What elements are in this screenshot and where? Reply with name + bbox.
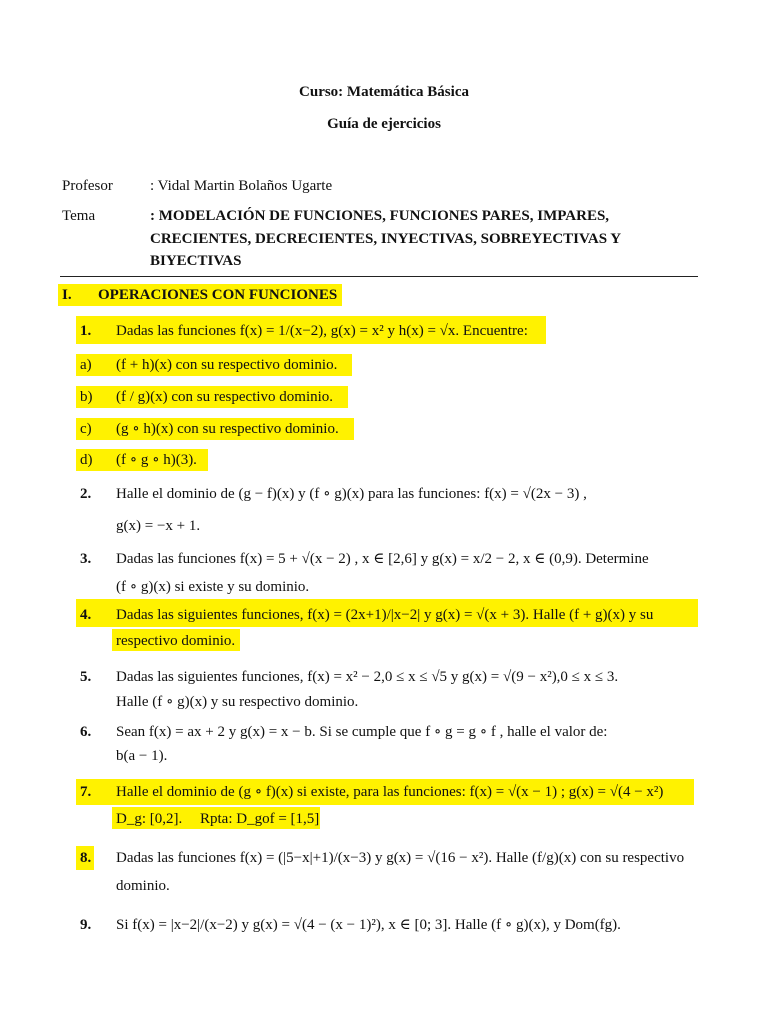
exercise-number: 8. xyxy=(80,850,92,866)
subitem-label: c) xyxy=(80,421,92,437)
exercise-text: Dadas las funciones f(x) = 1/(x−2), g(x) = x² y h(x) = √x. Encuentre: xyxy=(116,323,528,339)
topic-line-1: : MODELACIÓN DE FUNCIONES, FUNCIONES PARES, IMPARES, xyxy=(150,208,610,224)
exercise-text-cont: b(a − 1). xyxy=(116,748,168,764)
exercise-text: Halle el dominio de (g ∘ f)(x) si existe, para las funciones: f(x) = √(x − 1) ; g(x) = √(4 − x²) xyxy=(116,784,664,800)
exercise-text: Dadas las funciones f(x) = (|5−x|+1)/(x−3) y g(x) = √(16 − x²). Halle (f/g)(x) con su respectivo xyxy=(116,850,685,866)
topic-label: Tema xyxy=(62,208,96,224)
section-number: I. xyxy=(62,287,72,303)
section-title: OPERACIONES CON FUNCIONES xyxy=(98,287,338,303)
divider-rule xyxy=(60,276,698,277)
exercise-text-cont: Halle (f ∘ g)(x) y su respectivo dominio. xyxy=(116,694,359,710)
exercise-number: 4. xyxy=(80,607,92,623)
topic-line-3: BIYECTIVAS xyxy=(150,253,242,269)
professor-value: : Vidal Martin Bolaños Ugarte xyxy=(150,178,333,194)
subitem-text: (f ∘ g ∘ h)(3). xyxy=(116,452,197,468)
course-title: Curso: Matemática Básica xyxy=(299,84,469,100)
exercise-number: 1. xyxy=(80,323,92,339)
exercise-text-cont: (f ∘ g)(x) si existe y su dominio. xyxy=(116,579,310,595)
exercise-number: 6. xyxy=(80,724,92,740)
exercise-text: Dadas las funciones f(x) = 5 + √(x − 2) , x ∈ [2,6] y g(x) = x/2 − 2, x ∈ (0,9). Determine xyxy=(116,551,649,567)
exercise-text-cont: respectivo dominio. xyxy=(116,633,236,649)
exercise-number: 7. xyxy=(80,784,92,800)
subitem-text: (f + h)(x) con su respectivo dominio. xyxy=(116,357,338,373)
exercise-text-cont: g(x) = −x + 1. xyxy=(116,518,201,534)
exercise-text-cont: dominio. xyxy=(116,878,170,894)
domain-note: D_g: [0,2]. xyxy=(116,811,183,827)
answer-note: Rpta: D_gof = [1,5] xyxy=(200,811,320,827)
subitem-text: (f / g)(x) con su respectivo dominio. xyxy=(116,389,334,405)
professor-label: Profesor xyxy=(62,178,113,194)
exercise-text: Si f(x) = |x−2|/(x−2) y g(x) = √(4 − (x − 1)²), x ∈ [0; 3]. Halle (f ∘ g)(x), y Dom(fg). xyxy=(116,917,621,933)
exercise-text: Halle el dominio de (g − f)(x) y (f ∘ g)(x) para las funciones: f(x) = √(2x − 3) , xyxy=(116,486,587,502)
subitem-label: b) xyxy=(80,389,93,405)
exercise-number: 9. xyxy=(80,917,92,933)
exercise-number: 5. xyxy=(80,669,92,685)
exercise-text: Dadas las siguientes funciones, f(x) = x² − 2,0 ≤ x ≤ √5 y g(x) = √(9 − x²),0 ≤ x ≤ 3. xyxy=(116,669,619,685)
guide-title: Guía de ejercicios xyxy=(327,116,441,132)
subitem-label: a) xyxy=(80,357,92,373)
exercise-number: 2. xyxy=(80,486,92,502)
exercise-number: 3. xyxy=(80,551,92,567)
exercise-text: Sean f(x) = ax + 2 y g(x) = x − b. Si se cumple que f ∘ g = g ∘ f , halle el valor de: xyxy=(116,724,608,740)
subitem-text: (g ∘ h)(x) con su respectivo dominio. xyxy=(116,421,339,437)
subitem-label: d) xyxy=(80,452,93,468)
topic-line-2: CRECIENTES, DECRECIENTES, INYECTIVAS, SOBREYECTIVAS Y xyxy=(150,231,622,247)
exercise-text: Dadas las siguientes funciones, f(x) = (2x+1)/|x−2| y g(x) = √(x + 3). Halle (f + g)(x) y su xyxy=(116,607,654,623)
